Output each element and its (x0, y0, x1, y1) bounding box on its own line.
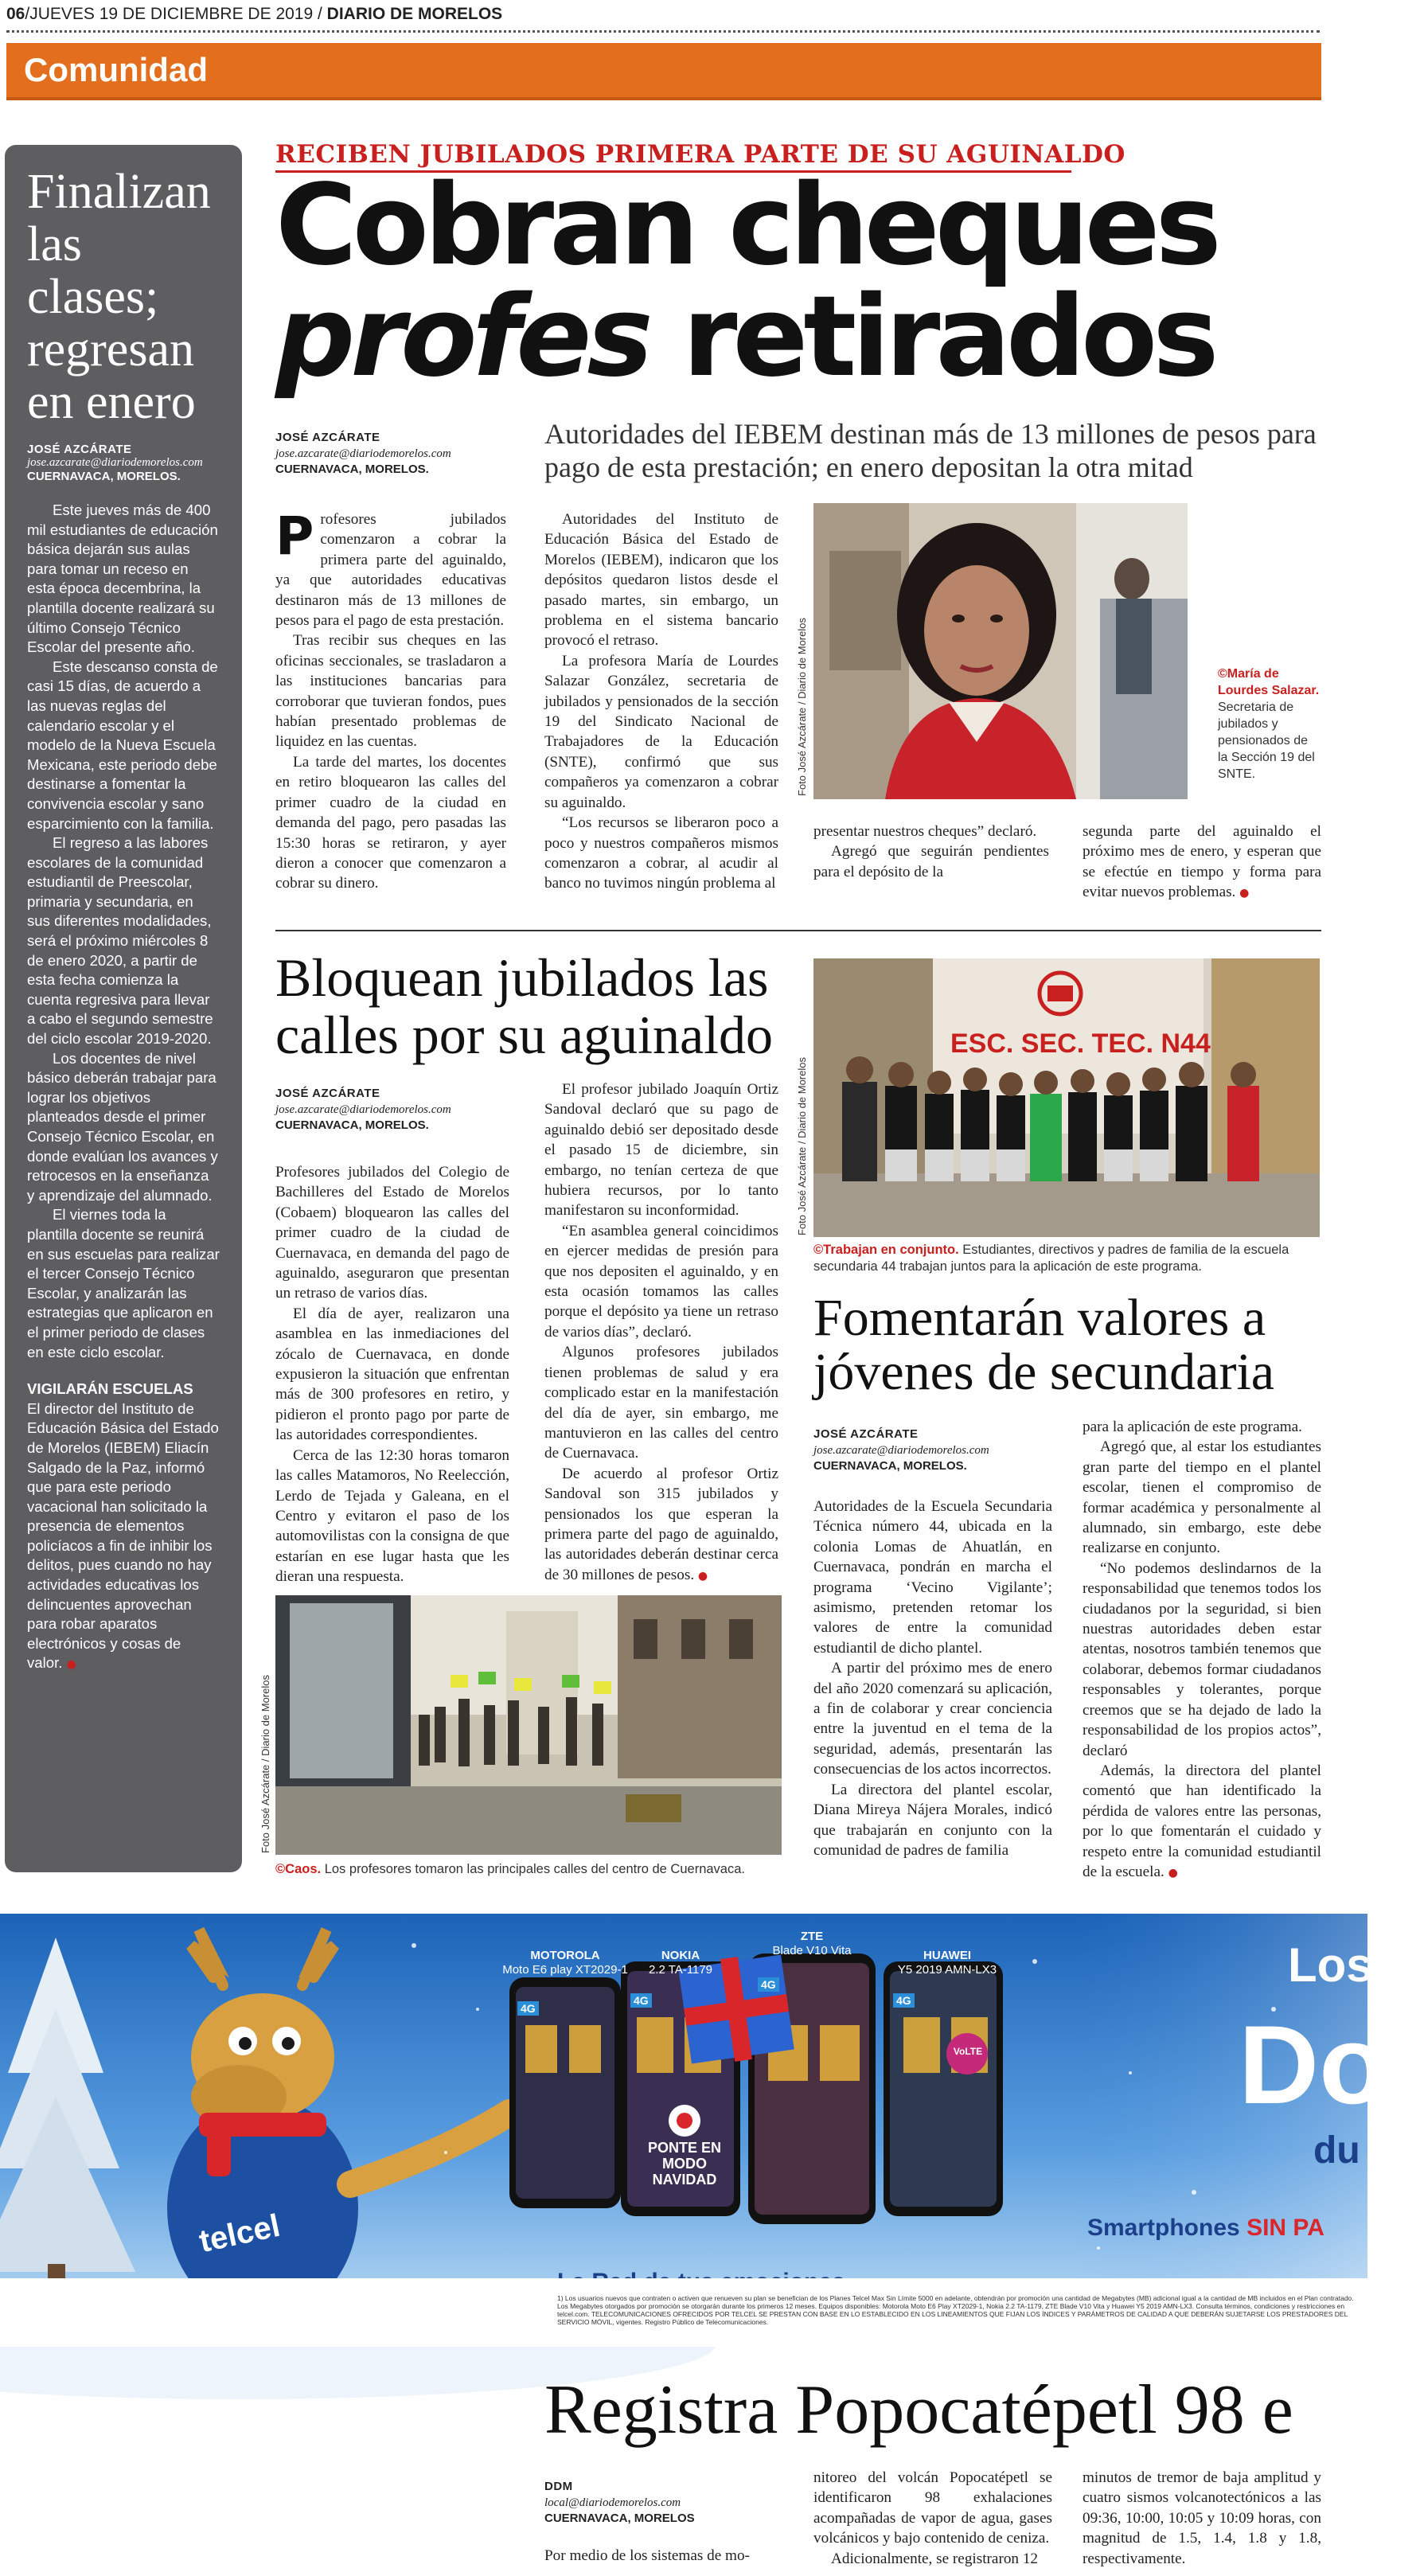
paragraph: La directora del plantel escolar, Diana Mireya Nájera Morales, indicó que trabajarán en conjunto con la comunidad de padres de familia (813, 1781, 1052, 1859)
headline-line2 (275, 272, 1334, 402)
end-mark-icon: ● (1168, 1866, 1178, 1879)
paragraph (1083, 1761, 1321, 1883)
section-band (6, 43, 1321, 100)
article3-photo (813, 958, 1320, 1237)
paragraph: Autoridades de la Escuela Secundaria Técnica número 44, ubicada en la colonia Lomas de Ahuatlán, en Cuernavaca, pondrán en marcha el programa ‘Vecino Vigilante’; asimismo, pretenden retomar los valores de entre la comunidad estudiantil de dicho plantel. (813, 1498, 1052, 1657)
sidebar-subhead: VIGILARÁN ESCUELAS (27, 1380, 193, 1398)
article2-photo (275, 1595, 782, 1855)
article2-author: JOSÉ AZCÁRATE (275, 1087, 380, 1100)
ad-headline: Los (1288, 1938, 1373, 1992)
article4-place: CUERNAVACA, MORELOS (544, 2512, 695, 2525)
article2-col2 (544, 1079, 778, 1587)
paragraph: rofesores jubilados comenzaron a cobrar la primera parte del aguinaldo, ya que autoridades educativas destinaron más de 13 millones de pesos para el pago de esta prestación. (275, 511, 506, 630)
screen-text: PONTE EN MODO NAVIDAD (647, 2140, 721, 2188)
sidebar-paragraph (27, 1399, 220, 1675)
paragraph (544, 1464, 778, 1587)
paragraph-text: segunda parte del aguinaldo el próximo mes de enero, y esperan que se efectúe en tiempo y forma para evitar nuevos problemas. (1083, 823, 1321, 901)
paragraph: para la aplicación de este programa. (1083, 1419, 1302, 1435)
paragraph: Tras recibir sus cheques en las oficinas seccionales, se trasladaron a las instituciones bancarias para corroborar que tuvieran fondos, pues habían presentado problemas de liquidez en las cuentas. (275, 632, 506, 751)
article3-headline: Fomentarán valores a jóvenes de secundaria (813, 1289, 1275, 1401)
caption-name (1218, 667, 1319, 697)
article1-col1 (275, 505, 506, 894)
page-folio (6, 5, 502, 29)
article2-headline: Bloquean jubilados las calles por su aguinaldo (275, 947, 774, 1065)
phone-model: Moto E6 play XT2029-1 (502, 1963, 628, 1977)
badge-4g: 4G (758, 1977, 779, 1992)
sidebar-email: jose.azcarate@diariodemorelos.com (27, 456, 203, 469)
article2-photo-credit: Foto José Azcárate / Diario de Morelos (259, 1675, 271, 1853)
article1-kicker: RECIBEN JUBILADOS PRIMERA PARTE DE SU AGUINALDO (275, 140, 1071, 173)
smartphones-text: Smartphones (1087, 2215, 1240, 2241)
article4-col2 (813, 2468, 1052, 2569)
article2-byline (275, 1086, 530, 1134)
page-date: /JUEVES 19 DE DICIEMBRE DE 2019 / (25, 5, 322, 23)
paragraph: “No podemos deslindarnos de la responsabilidad que tenemos todos los ciudadanos por la seguridad, si bien nuestras autoridades deben estar atentas, nosotros también tenemos que colaborar, debemos formar ciudadanos responsables y tolerantes, porque creemos que se ha dejado de lado la responsabilidad de los propios actos”, declaró (1083, 1559, 1321, 1759)
caption-name-text: María de Lourdes Salazar. (1218, 667, 1320, 697)
caption-text: Secretaria de jubilados y pensionados de la Sección 19 del SNTE. (1218, 701, 1315, 781)
paragraph-text: De acuerdo al profesor Ortiz Sandoval son 315 jubilados y pensionados los que esperan la primera parte del pago de aguinaldo, las autoridades deberán destinar cerca de 30 millones de pesos. (544, 1465, 778, 1583)
sidebar-author: JOSÉ AZCÁRATE (27, 443, 132, 456)
phone-label-huawei (884, 1949, 1011, 1977)
caption-name-text: Caos. (285, 1862, 322, 1876)
article3-caption (813, 1242, 1323, 1275)
phone-label-zte (748, 1930, 876, 1958)
phone-label-motorola (493, 1949, 637, 1977)
headline-rest: retirados (682, 272, 1215, 402)
article4-email: local@diariodemorelos.com (544, 2496, 681, 2509)
article3-byline (813, 1427, 1068, 1474)
paragraph: “Los recursos se liberaron poco a poco y nuestros compañeros mismos comenzaron a cobrar, al acudir al banco no tuvimos ningún problema al (544, 814, 778, 892)
article1-caption (1218, 665, 1320, 783)
article1-deck: Autoridades del IEBEM destinan más de 13 millones de pesos para pago de esta prestación; en enero depositan la otra mitad (544, 418, 1317, 483)
sin-text: SIN PA (1246, 2215, 1324, 2241)
end-mark-icon: ● (66, 1658, 76, 1672)
article4-col3 (1083, 2468, 1321, 2569)
headline-line1: Cobran cheques (275, 161, 1217, 291)
paragraph: A partir del próximo mes de enero del año 2020 comenzará su aplicación, a fin de colaborar y crear conciencia entre la juventud en el tema de la seguridad, además, presentarán las consecuencias de los actos incorrectos. (813, 1660, 1052, 1778)
paragraph: La tarde del martes, los docentes en retiro bloquearon las calles del primer cuadro de la ciudad en demanda del pago, pero pasadas las 15:30 horas se retiraron, y ayer dieron a conocer que comenzaron a cobrar su dinero. (275, 753, 506, 892)
article3-place: CUERNAVACA, MORELOS. (813, 1459, 967, 1473)
article2-email: jose.azcarate@diariodemorelos.com (275, 1103, 451, 1116)
phone-brand: ZTE (800, 1930, 824, 1943)
article4-byline (544, 2479, 783, 2527)
article1-col3 (813, 822, 1049, 882)
ad-big-text: Do (1239, 2002, 1387, 2127)
article1-author: JOSÉ AZCÁRATE (275, 431, 380, 444)
article3-col1 (813, 1497, 1052, 1860)
paragraph: Autoridades del Instituto de Educación Básica del Estado de Morelos (IEBEM), indicaron que los depósitos quedaron listos desde el pasado martes, sin embargo, un problema en el sistema bancario provocó el retraso. (544, 511, 778, 650)
sidebar-paragraph: El viernes toda la plantilla docente se reunirá en sus escuelas para realizar el tercer Consejo Técnico Escolar, y analizarán las estrategias que aplicaron en el primer periodo de clases en este ciclo escolar. (27, 1206, 220, 1360)
sidebar-place: CUERNAVACA, MORELOS. (27, 470, 181, 483)
article3-col2 (1083, 1417, 1321, 1883)
sidebar-body (27, 501, 220, 1675)
article1-place: CUERNAVACA, MORELOS. (275, 463, 429, 476)
paragraph: nitoreo del volcán Popocatépetl se identificaron 98 exhalaciones acompañadas de vapor de agua, gases volcánicos y bajo contenido de ceniza. (813, 2469, 1052, 2547)
copyright-icon: © (813, 1243, 824, 1257)
paragraph: El profesor jubilado Joaquín Ortiz Sandoval declaró que su pago de aguinaldo debió ser depositado desde el pasado 15 de diciembre, sin embargo, no tenían certeza de que hubiera recursos, por lo tanto manifestaron su inconformidad. (544, 1081, 778, 1220)
paragraph-text: Además, la directora del plantel comentó que han identificado la pérdida de valores entre las personas, por lo que fomentarán el cuidado y respeto entre la comunidad estudiantil de la escuela. (1083, 1762, 1321, 1880)
paragraph: Cerca de las 12:30 horas tomaron las calles Matamoros, No Reelección, Lerdo de Tejada y Galeana, en el Centro y evitaron el paso de los automovilistas con la consigna de que estarían en ese lugar hasta que les dieran una respuesta. (275, 1446, 509, 1586)
phone-brand: MOTOROLA (530, 1949, 600, 1962)
header-dotted-rule (6, 30, 1320, 38)
article1-col4 (1083, 822, 1321, 904)
caption-name (813, 1243, 959, 1257)
article1-col2 (544, 509, 778, 894)
paragraph: Agregó que seguirán pendientes para el depósito de la (813, 843, 1049, 880)
sidebar-article (5, 145, 242, 1872)
ad-fine-print-area (0, 2278, 1367, 2347)
sidebar-paragraph: Este descanso consta de casi 15 días, de acuerdo a las nuevas reglas del calendario escolar y el modelo de la Nueva Escuela Mexicana, este periodo debe destinarse a fomentar la convivencia escolar y sano esparcimiento con la familia. (27, 658, 218, 832)
paragraph: Profesores jubilados del Colegio de Bachilleres del Estado de Morelos (Cobaem) bloquearon las calles del primer cuadro de la ciudad de Cuernavaca, en demanda del pago de aguinaldo, aseguraron que presentan un retraso de varios días. (275, 1164, 509, 1302)
article1-headline (275, 161, 1334, 402)
article1-photo-credit: Foto José Azcárate / Diario de Morelos (796, 618, 808, 796)
ad-du-text: du (1313, 2129, 1360, 2172)
phone-brand: NOKIA (661, 1949, 700, 1962)
phone-model: Blade V10 Vita (772, 1944, 852, 1957)
sidebar-paragraph: Este jueves más de 400 mil estudiantes de educación básica dejarán sus aulas para tomar un receso en esta época decembrina, la plantilla docente realizará su último Consejo Técnico Escolar del presente año. (27, 502, 218, 656)
badge-4g: 4G (630, 1993, 652, 2008)
badge-4g: 4G (893, 1993, 915, 2008)
woman-portrait-image (813, 503, 1188, 799)
phone-model: 2.2 TA-1179 (648, 1963, 713, 1977)
paragraph: Algunos profesores jubilados tienen problemas de salud y era complicado estar en la manifestación del día de ayer, sin embargo, me mantuvieron en las calles del centro de Cuernavaca. (544, 1344, 778, 1462)
street-protest-image (275, 1595, 782, 1855)
article1-email: jose.azcarate@diariodemorelos.com (275, 447, 451, 460)
sidebar-headline: Finalizan las clases; regresan en enero (27, 165, 211, 429)
headline-italic: profes (275, 272, 649, 402)
section-name: Comunidad (24, 51, 208, 88)
dropcap: P (275, 505, 314, 567)
article4-col1 (544, 2546, 780, 2566)
caption-name-text: Trabajan en conjunto. (823, 1243, 959, 1257)
article3-photo-credit: Foto José Azcárate / Diario de Morelos (796, 1057, 808, 1235)
article3-author: JOSÉ AZCÁRATE (813, 1427, 919, 1441)
phone-label-nokia (621, 1949, 740, 1977)
article1-byline (275, 430, 530, 478)
sidebar-paragraph: El regreso a las labores escolares de la comunidad estudiantil de Preescolar, primaria y secundaria, en sus diferentes modalidades, será el próximo miércoles 8 de enero 2020, a partir de esta fecha comienza la cuenta regresiva para llevar a cabo el segundo semestre del ciclo escolar 2019-2020. (27, 834, 213, 1048)
end-mark-icon: ● (1239, 887, 1250, 900)
badge-4g: 4G (517, 2001, 539, 2016)
sidebar-last-text: El director del Instituto de Educación Básica del Estado de Morelos (IEBEM) Eliacín Salgado de la Paz, informó que para este periodo vacacional han solicitado la presencia de elementos policíacos a fin de inhibir los delitos, pues cuando no hay actividades educativas los delincuentes aprovechan para robar aparatos electrónicos y cosas de valor. (27, 1399, 219, 1672)
article3-email: jose.azcarate@diariodemorelos.com (813, 1444, 989, 1457)
paragraph: Adicionalmente, se registraron 12 (831, 2550, 1039, 2567)
paragraph: El día de ayer, realizaron una asamblea en las inmediaciones del zócalo de Cuernavaca, en donde expusieron la situación que enfrentan más de 300 profesores en retiro, y pidieron el pronto pago por parte de las autoridades correspondientes. (275, 1305, 509, 1444)
phone-brand: HUAWEI (923, 1949, 971, 1962)
volte-badge: VoLTE (953, 2046, 983, 2057)
school-sign-text: ESC. SEC. TEC. N44 (950, 1028, 1211, 1059)
paragraph: Agregó que, al estar los estudiantes gran parte del tiempo en el plantel escolar, tienen el compromiso de formar académica y personalmente al alumnado, sin embargo, este debe realizarse en conjunto. (1083, 1438, 1321, 1557)
article4-author: DDM (544, 2480, 573, 2493)
copyright-icon: © (1218, 667, 1227, 681)
paragraph: presentar nuestros cheques” declaró. (813, 823, 1037, 840)
mascot-shirt-logo: telcel (196, 2207, 283, 2260)
article2-place: CUERNAVACA, MORELOS. (275, 1118, 429, 1132)
article2-caption (275, 1861, 785, 1878)
article1-photo (813, 503, 1188, 799)
caption-text: Los profesores tomaron las principales calles del centro de Cuernavaca. (324, 1862, 745, 1876)
ad-smartphones (1087, 2215, 1324, 2242)
caption-text: Estudiantes, directivos y padres de familia de la escuela secundaria 44 trabajan juntos para la aplicación de este programa. (813, 1243, 1289, 1274)
article4-headline: Registra Popocatépetl 98 e (544, 2371, 1293, 2449)
ad-fine-print: 1) Los usuarios nuevos que contraten o activen que renueven su plan se benefician de los Planes Telcel Max Sin Límite 5000 en adelante, obtendrán por promoción una cantidad de Megabytes (MB) adicional igual a la cantidad de MB incluidos en el Plan contratado. Los Megabytes otorgados por promoción se otorgarán durante los primeros 12 meses. Equipos disponibles: Motorola Moto E6 Play XT2029-1, Nokia 2.2 TA-1179, ZTE Blade V10 Vita y Huawei Y5 2019 AMN-LX3. Consulta términos, condiciones y restricciones en telcel.com. TELECOMUNICACIONES OFRECIDOS POR TELCEL SE PRESTAN CON BASE EN LO ESTABLECIDO EN LOS LINEAMIENTOS QUE FIJAN LOS ÍNDICES Y PARÁMETROS DE CALIDAD A QUE DEBERÁN SUJETARSE LOS PRESTADORES DEL SERVICIO MÓVIL, vigentes. Registro Público de Telecomunicaciones. (557, 2294, 1354, 2326)
page-number: 06 (6, 5, 25, 23)
phone-model: Y5 2019 AMN-LX3 (897, 1963, 997, 1977)
school-group-image (813, 958, 1320, 1237)
section-divider (275, 930, 1321, 931)
article2-col1 (275, 1162, 509, 1587)
sidebar-paragraph: Los docentes de nivel básico deberán trabajar para lograr los objetivos planteados desde el primer Consejo Técnico Escolar, en donde evalúan los avances y retrocesos en la enseñanza y aprendizaje del alumnado. (27, 1049, 218, 1204)
paragraph: La profesora María de Lourdes Salazar González, secretaria de jubilados y pensionados de la sección 19 del Sindicato Nacional de Trabajadores de la Educación (SNTE), confirmó que sus compañeros ya comenzaron a cobrar su aguinaldo. (544, 652, 778, 811)
copyright-icon: © (275, 1862, 286, 1876)
end-mark-icon: ● (697, 1569, 708, 1583)
paragraph: “En asamblea general coincidimos en ejercer medidas de presión para que nos depositen el aguinaldo, y en esta ocasión tomamos las calles porque el depósito ya tiene un retraso de varios días”, declaró. (544, 1222, 778, 1341)
paragraph (1083, 822, 1321, 904)
caption-name (275, 1862, 321, 1876)
paragraph: minutos de tremor de baja amplitud y cuatro sismos volcanotectónicos a las 09:36, 10:00, 10:05 y 10:09 horas, con magnitud de 1.5, 1.4, 1.8 y 1.8, respectivamente. (1083, 2469, 1321, 2567)
paragraph: Por medio de los sistemas de mo- (544, 2547, 750, 2564)
newspaper-name: DIARIO DE MORELOS (326, 5, 503, 23)
